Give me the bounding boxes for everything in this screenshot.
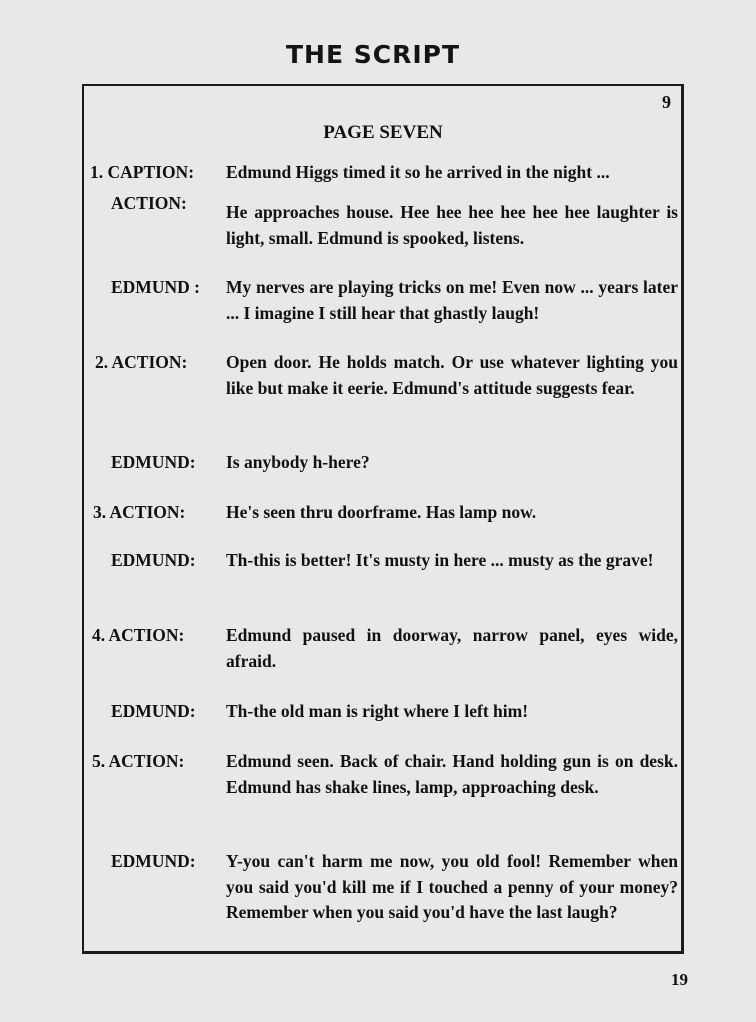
entry-text: Y-you can't harm me now, you old fool! Remember when you said you'd kill me if I touched a penny of your money? Remember when you said you'd have the last laugh? [226, 851, 678, 922]
entry-text: Edmund Higgs timed it so he arrived in the night ... [226, 162, 610, 182]
entry-text: Open door. He holds match. Or use whatever lighting you like but make it eerie. Edmund's attitude suggests fear. [226, 352, 678, 398]
entry-text: Th-the old man is right where I left him! [226, 701, 529, 721]
entry-label: 3. ACTION: [93, 502, 186, 522]
entry-label: 5. ACTION: [92, 751, 185, 771]
entry-label: 1. CAPTION: [90, 162, 195, 182]
entry-text: He's seen thru doorframe. Has lamp now. [226, 502, 537, 522]
entry-text: He approaches house. Hee hee hee hee hee hee laughter is light, small. Edmund is spooked, listens. [226, 202, 678, 248]
entry-text: Edmund paused in doorway, narrow panel, eyes wide, afraid. [226, 625, 678, 671]
entry-text: My nerves are playing tricks on me! Even now ... years later ... I imagine I still hear that ghastly laugh! [226, 277, 678, 323]
entry-label: ACTION: [111, 193, 187, 213]
entry-label: EDMUND: [111, 851, 196, 871]
entry-label: EDMUND: [111, 701, 196, 721]
entry-label: EDMUND: [111, 452, 196, 472]
entry-label: EDMUND: [111, 550, 196, 570]
entry-label: EDMUND : [111, 277, 200, 297]
entry-text: Edmund seen. Back of chair. Hand holding gun is on desk. Edmund has shake lines, lamp, approaching desk. [226, 751, 678, 797]
page-title: THE SCRIPT [285, 40, 461, 69]
entry-text: Th-this is better! It's musty in here ... musty as the grave! [226, 550, 654, 570]
script-page-heading: PAGE SEVEN [323, 122, 443, 143]
entry-label: 2. ACTION: [95, 352, 188, 372]
script-page-number: 9 [662, 92, 671, 112]
footer-page-number: 19 [671, 970, 688, 989]
entry-text: Is anybody h-here? [226, 452, 370, 472]
entry-label: 4. ACTION: [92, 625, 185, 645]
